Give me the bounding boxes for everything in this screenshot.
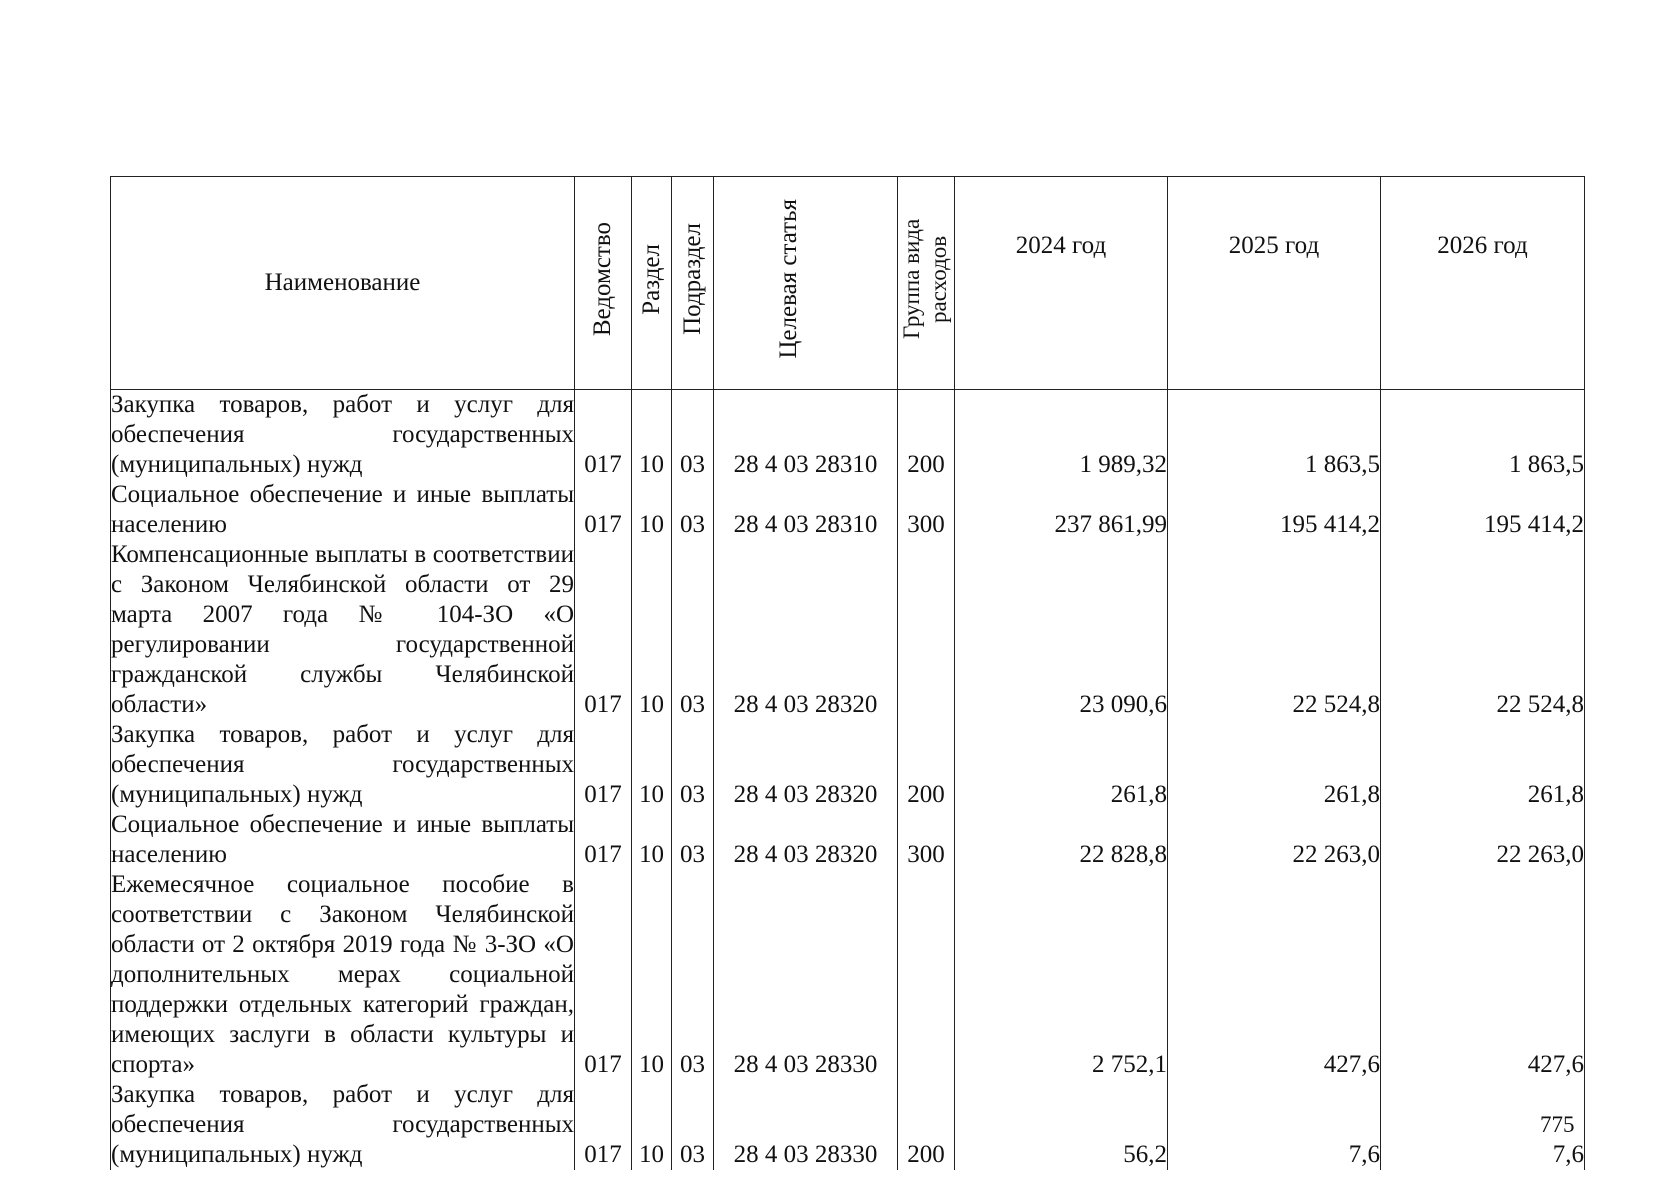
amount-2024-cell: 2 752,1 bbox=[955, 870, 1168, 1080]
amount-2026-cell: 427,6 bbox=[1381, 870, 1585, 1080]
group-cell: 200 bbox=[898, 720, 955, 810]
target-cell: 28 4 03 28330 bbox=[714, 1080, 898, 1170]
header-razdel-label: Раздел bbox=[637, 243, 665, 315]
header-vedomstvo bbox=[575, 177, 632, 390]
amount-2025-cell: 1 863,5 bbox=[1168, 390, 1381, 481]
budget-table bbox=[110, 176, 1585, 1170]
header-group bbox=[898, 177, 955, 390]
razdel-cell: 10 bbox=[632, 870, 672, 1080]
target-cell: 28 4 03 28320 bbox=[714, 810, 898, 870]
amount-2024-cell: 1 989,32 bbox=[955, 390, 1168, 481]
podrazdel-cell: 03 bbox=[672, 480, 714, 540]
razdel-cell: 10 bbox=[632, 720, 672, 810]
amount-2024-cell: 22 828,8 bbox=[955, 810, 1168, 870]
table-row bbox=[111, 480, 1585, 540]
name-cell: Закупка товаров, работ и услуг для обеспечения государственных (муниципальных) нужд bbox=[111, 391, 574, 478]
amount-2024-cell: 56,2 bbox=[955, 1080, 1168, 1170]
amount-2026-cell: 22 263,0 bbox=[1381, 810, 1585, 870]
amount-2026-cell: 261,8 bbox=[1381, 720, 1585, 810]
header-name: Наименование bbox=[111, 177, 575, 390]
podrazdel-cell: 03 bbox=[672, 720, 714, 810]
name-cell: Ежемесячное социальное пособие в соответствии с Законом Челябинской области от 2 октября 2019 года № 3-ЗО «О дополнительных мерах социальной поддержки отдельных категорий граждан, имеющих заслуги в области культуры и спорта» bbox=[111, 871, 574, 1078]
vedomstvo-cell: 017 bbox=[575, 720, 632, 810]
name-cell: Компенсационные выплаты в соответствии с Законом Челябинской области от 29 марта 2007 года № 104-ЗО «О регулировании государственной гражданской службы Челябинской области» bbox=[111, 541, 574, 718]
vedomstvo-cell: 017 bbox=[575, 390, 632, 481]
razdel-cell: 10 bbox=[632, 390, 672, 481]
header-podrazdel bbox=[672, 177, 714, 390]
group-cell: 200 bbox=[898, 390, 955, 481]
group-cell bbox=[898, 870, 955, 1080]
podrazdel-cell: 03 bbox=[672, 810, 714, 870]
table-row bbox=[111, 390, 1585, 481]
amount-2025-cell: 7,6 bbox=[1168, 1080, 1381, 1170]
amount-2026-cell: 22 524,8 bbox=[1381, 540, 1585, 720]
target-cell: 28 4 03 28310 bbox=[714, 390, 898, 481]
amount-2026-cell: 7,6 bbox=[1381, 1080, 1585, 1170]
header-target-label: Целевая статья bbox=[774, 199, 802, 359]
target-cell: 28 4 03 28330 bbox=[714, 870, 898, 1080]
razdel-cell: 10 bbox=[632, 1080, 672, 1170]
group-cell bbox=[898, 540, 955, 720]
table-row bbox=[111, 870, 1585, 1080]
amount-2025-cell: 22 524,8 bbox=[1168, 540, 1381, 720]
group-cell: 300 bbox=[898, 810, 955, 870]
podrazdel-cell: 03 bbox=[672, 540, 714, 720]
amount-2025-cell: 195 414,2 bbox=[1168, 480, 1381, 540]
name-cell: Социальное обеспечение и иные выплаты населению bbox=[111, 481, 574, 538]
razdel-cell: 10 bbox=[632, 480, 672, 540]
razdel-cell: 10 bbox=[632, 540, 672, 720]
razdel-cell: 10 bbox=[632, 810, 672, 870]
podrazdel-cell: 03 bbox=[672, 870, 714, 1080]
header-podrazdel-label: Подраздел bbox=[678, 223, 706, 335]
target-cell: 28 4 03 28310 bbox=[714, 480, 898, 540]
amount-2024-cell: 23 090,6 bbox=[955, 540, 1168, 720]
header-2026: 2026 год bbox=[1381, 177, 1585, 390]
header-2024: 2024 год bbox=[955, 177, 1168, 390]
vedomstvo-cell: 017 bbox=[575, 540, 632, 720]
header-2025: 2025 год bbox=[1168, 177, 1381, 390]
vedomstvo-cell: 017 bbox=[575, 870, 632, 1080]
group-cell: 200 bbox=[898, 1080, 955, 1170]
header-razdel bbox=[632, 177, 672, 390]
name-cell: Закупка товаров, работ и услуг для обеспечения государственных (муниципальных) нужд bbox=[111, 721, 574, 808]
group-cell: 300 bbox=[898, 480, 955, 540]
podrazdel-cell: 03 bbox=[672, 390, 714, 481]
page-number: 775 bbox=[1540, 1112, 1575, 1137]
amount-2024-cell: 237 861,99 bbox=[955, 480, 1168, 540]
podrazdel-cell: 03 bbox=[672, 1080, 714, 1170]
header-target bbox=[714, 177, 898, 390]
target-cell: 28 4 03 28320 bbox=[714, 720, 898, 810]
target-cell: 28 4 03 28320 bbox=[714, 540, 898, 720]
table-row bbox=[111, 720, 1585, 810]
amount-2025-cell: 427,6 bbox=[1168, 870, 1381, 1080]
amount-2024-cell: 261,8 bbox=[955, 720, 1168, 810]
table-row bbox=[111, 540, 1585, 720]
table-row bbox=[111, 810, 1585, 870]
amount-2026-cell: 195 414,2 bbox=[1381, 480, 1585, 540]
header-row bbox=[111, 177, 1585, 390]
name-cell: Закупка товаров, работ и услуг для обеспечения государственных (муниципальных) нужд bbox=[111, 1081, 574, 1168]
vedomstvo-cell: 017 bbox=[575, 480, 632, 540]
vedomstvo-cell: 017 bbox=[575, 810, 632, 870]
amount-2025-cell: 22 263,0 bbox=[1168, 810, 1381, 870]
header-vedomstvo-label: Ведомство bbox=[589, 221, 616, 337]
header-group-label: Группа вида расходов bbox=[899, 218, 951, 340]
table-row bbox=[111, 1080, 1585, 1170]
vedomstvo-cell: 017 bbox=[575, 1080, 632, 1170]
name-cell: Социальное обеспечение и иные выплаты населению bbox=[111, 811, 574, 868]
amount-2026-cell: 1 863,5 bbox=[1381, 390, 1585, 481]
amount-2025-cell: 261,8 bbox=[1168, 720, 1381, 810]
